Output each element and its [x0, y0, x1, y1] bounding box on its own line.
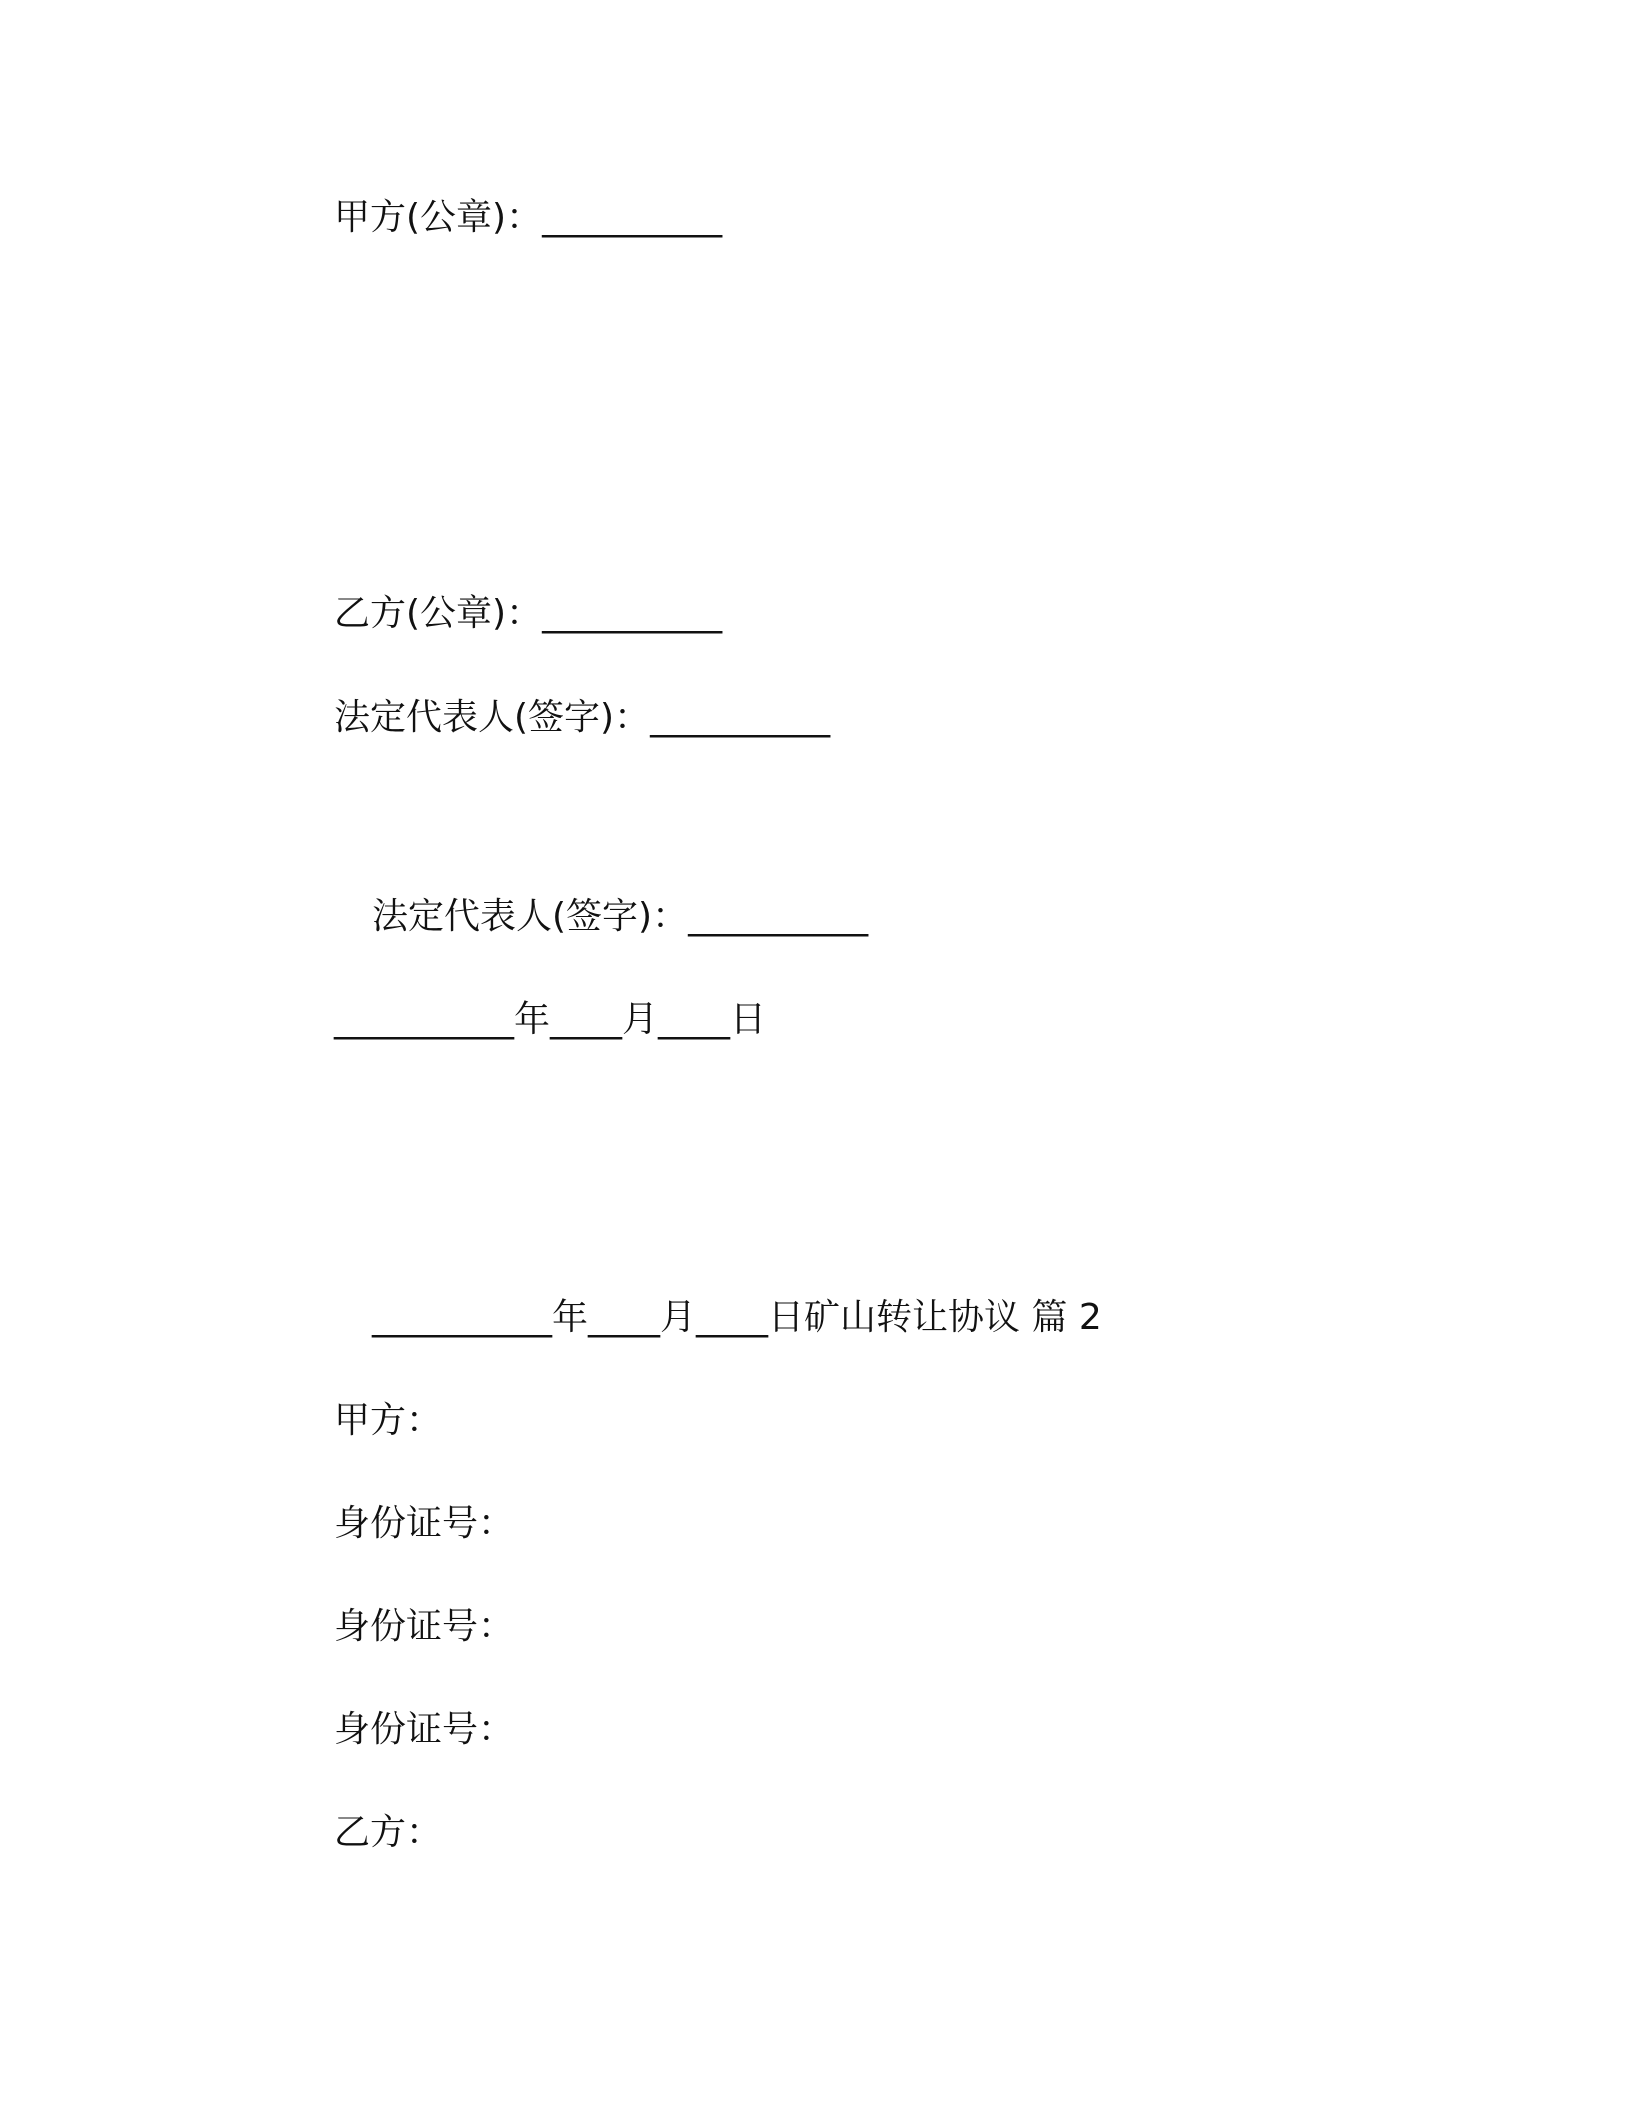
legal-representative-signature-line: 法定代表人(签字)：__________ — [334, 697, 831, 738]
date-line: __________年____月____日 — [334, 999, 766, 1040]
party-b-label: 乙方： — [334, 1812, 443, 1853]
party-a-seal-line: 甲方(公章)：__________ — [334, 197, 723, 238]
legal-representative-signature-line-second: 法定代表人(签字)：__________ — [372, 896, 869, 937]
id-number-label: 身份证号： — [334, 1503, 515, 1544]
id-number-label: 身份证号： — [334, 1606, 515, 1647]
id-number-label: 身份证号： — [334, 1709, 515, 1750]
party-b-seal-line: 乙方(公章)：__________ — [334, 593, 723, 634]
party-a-label: 甲方： — [334, 1400, 443, 1441]
agreement-title-line: __________年____月____日矿山转让协议 篇 2 — [372, 1297, 1102, 1338]
